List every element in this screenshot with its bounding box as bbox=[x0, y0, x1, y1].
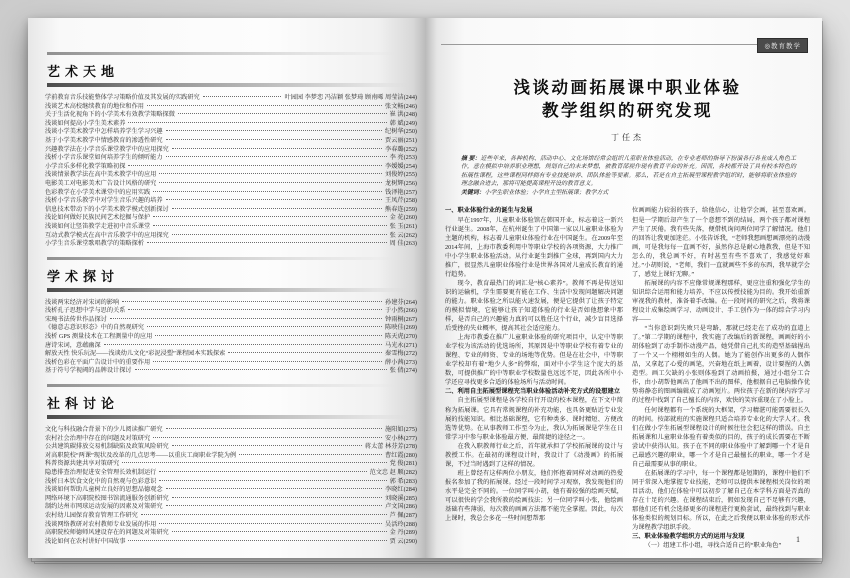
keywords-paragraph bbox=[461, 189, 796, 197]
body-paragraph: “当你意识到失败只是弯路，那就已经走在了成功的直道上了。”第二学期的课程中，我实施了改编后的新课程，画画好的小胡体验到了动手制作动漫产品，她凭借自己扎实的造型基础捏出了一个又一个栩栩如生的人偶。她为了能创作出更多的人偶作品，又拿起了心爱的画笔，兴奋地在纸上画着，设计要捏的人偶造型。画工欠缺的小张则体验到了动画拍摄，通过小组分工合作，由小胡帮他画出了他画不出的图样，他根据自己电脑操作优势将静态的图画编辑成了动画短片。两位孩子在新的课内容学习的过程中找到了自己擅长的内容，欢快的笑容重现在了小脸上。 bbox=[632, 325, 810, 405]
section-rule-top bbox=[47, 257, 415, 260]
toc-entry-title: 公共建筑碳排放交易机制缺陷及政策风险研究 bbox=[45, 443, 169, 451]
toc-entry-title: 农村幼儿园保育教育管理工作研究 bbox=[45, 511, 138, 519]
toc-entry bbox=[45, 469, 417, 478]
toc-entry-title: 制约达州市网球运动发展的因素及对策研究 bbox=[45, 503, 163, 511]
toc-entry-list bbox=[45, 94, 417, 249]
toc-entry-title: 基于小学美术教学中情感教育的渗透性研究 bbox=[45, 136, 163, 144]
dot-leader bbox=[153, 225, 386, 226]
body-paragraph: 拓展课的内容不应像常规课程那样，更应注重和强化学生的知识综合运用和能力培养，不应以传授技能为目的。我开始重新审视我的教材，准备着手改编。在一段时间的研究之后，我将课程设计成集绘画学习、动画设计、手工创作为一体的综合学习内容—— bbox=[632, 279, 810, 324]
toc-entry-author-page: 张 倩(274) bbox=[389, 367, 417, 375]
dot-leader bbox=[178, 113, 387, 114]
toc-entry-author-page: 郭 希(283) bbox=[389, 477, 417, 485]
toc-entry-list bbox=[45, 299, 417, 376]
toc-entry bbox=[45, 478, 417, 487]
toc-entry bbox=[45, 486, 417, 495]
toc-entry-title: 浅析色彩在平面广告设计中的重要作用 bbox=[45, 358, 151, 366]
toc-sections bbox=[45, 58, 417, 546]
toc-entry-title: 浅谈小学美术教学中怎样培养学生学习兴趣 bbox=[45, 128, 163, 136]
section-title: 社科讨论 bbox=[47, 396, 120, 412]
toc-entry-author-page: 党 俊(281) bbox=[389, 460, 417, 468]
toc-entry bbox=[45, 111, 417, 120]
toc-entry-title: 宋琬书法传世作品探讨 bbox=[45, 315, 107, 323]
toc-entry bbox=[45, 94, 417, 103]
article-title-line2: 教学组织的研究发现 bbox=[542, 101, 713, 120]
dot-leader bbox=[172, 208, 382, 209]
dot-leader bbox=[172, 531, 387, 532]
article-body bbox=[445, 206, 810, 550]
dot-leader bbox=[141, 514, 387, 515]
toc-entry-author-page: 张 云(262) bbox=[389, 231, 417, 239]
toc-entry-author-page: 陈天虎(270) bbox=[385, 333, 417, 341]
toc-entry-title: 互动式教学模式在高中音乐教学中的应用探究 bbox=[45, 231, 169, 239]
section-rule-bottom bbox=[47, 415, 415, 419]
toc-entry-author-page: 薛小茜(273) bbox=[385, 358, 417, 366]
body-column-left bbox=[445, 206, 623, 542]
dot-leader bbox=[128, 540, 386, 541]
toc-entry-author-page: 刘俊婷(255) bbox=[385, 171, 417, 179]
dot-leader bbox=[147, 326, 382, 327]
dot-leader bbox=[166, 428, 382, 429]
dot-leader bbox=[166, 130, 382, 131]
toc-entry bbox=[45, 146, 417, 155]
dot-leader bbox=[172, 445, 362, 446]
toc-entry bbox=[45, 503, 417, 512]
toc-entry bbox=[45, 350, 417, 359]
toc-section-header bbox=[47, 390, 415, 419]
dot-leader bbox=[239, 454, 382, 455]
toc-entry-author-page: 王凤芹(258) bbox=[385, 197, 417, 205]
toc-entry-author-page: 芦 佩(287) bbox=[389, 511, 417, 519]
toc-entry bbox=[45, 137, 417, 146]
toc-entry bbox=[45, 189, 417, 198]
body-paragraph: （一）组建工作小组，寻找合适自己的“职业角色” bbox=[644, 542, 782, 550]
body-column-right bbox=[632, 206, 810, 550]
article-title bbox=[445, 76, 810, 122]
open-journal-spread bbox=[28, 18, 822, 558]
body-section-heading: 三、职业体验教学组织方式的运用与发现 bbox=[632, 533, 745, 541]
toc-entry bbox=[45, 307, 417, 316]
body-paragraph: 自主拓展型课程是各学校自行开设的校本课程，在下文中简称为拓展课。它具有常规课程的补充功能，也具备更贴近专业发展的技能知识。相比基础课程，它有种类多、课时精短、方便改选等优势。在从事教师工作至今为止，我认为拓展课是学生在日常学习中参与职业体验最方便、最简捷的途径之一。 bbox=[445, 397, 623, 441]
toc-entry bbox=[45, 538, 417, 547]
toc-entry bbox=[45, 367, 417, 376]
toc-entry-title: 浅谈艺术高校继续教育的地位和作用 bbox=[45, 102, 144, 110]
toc-entry bbox=[45, 171, 417, 180]
toc-entry-title: 高职院校师德师风建设存在的问题及对策研究 bbox=[45, 529, 169, 537]
dot-leader bbox=[159, 480, 386, 481]
toc-entry-author-page: 龙树辉(256) bbox=[385, 179, 417, 187]
toc-entry bbox=[45, 103, 417, 112]
toc-entry-author-page: 施阳如(275) bbox=[385, 426, 417, 434]
toc-entry-title: 隐患排查治理促进安全管理长效机制运行 bbox=[45, 469, 157, 476]
keywords-label: 关键词： bbox=[461, 190, 485, 197]
dot-leader bbox=[166, 156, 387, 157]
toc-entry-title: 唐诗宋词，意蕴幽深 bbox=[45, 341, 101, 349]
body-paragraph: 现今，教育最热门的词汇是“核心素养”。教师不再是传送知识的运输机，学生需要更有能在工作、生活中发现问题解决问题的能力。职业体验之所以能火速发展，便是它提供了让孩子特定的模拟情境，它能够让孩子知道体验的行业是否如他想象中那样，是否自己的兴趣能力真的可以胜任这个行业，减少盲目选择后受挫的失业概率，提高其社会适应能力。 bbox=[445, 279, 623, 333]
dot-leader bbox=[172, 497, 382, 498]
toc-entry bbox=[45, 214, 417, 223]
toc-entry-author-page: 李晓红(284) bbox=[385, 486, 417, 494]
toc-entry-author-page: 刘晓溪(285) bbox=[385, 494, 417, 502]
toc-section-header bbox=[47, 58, 415, 87]
toc-entry-author-page: 李 亮(253) bbox=[389, 154, 417, 162]
toc-entry-author-page: 贾云丽(251) bbox=[385, 136, 417, 144]
toc-section-header bbox=[47, 263, 415, 292]
toc-entry-title: 科普资源共建共享对策研究 bbox=[45, 460, 120, 468]
dot-leader bbox=[110, 318, 382, 319]
body-section-heading: 二、利用自主拓展型课程充当职业体验活动补充方式的设想建立 bbox=[445, 388, 620, 396]
toc-entry bbox=[45, 299, 417, 308]
dot-leader bbox=[135, 369, 387, 370]
toc-entry-title: 基于符号学视阈的品牌设计探讨 bbox=[45, 367, 132, 375]
toc-entry bbox=[45, 342, 417, 351]
dot-leader bbox=[166, 505, 382, 506]
toc-entry-author-page: 熊春连(259) bbox=[385, 205, 417, 213]
dot-leader bbox=[159, 182, 382, 183]
page-number: 1 bbox=[796, 535, 800, 544]
toc-entry-author-page: 周 佳(263) bbox=[389, 240, 417, 248]
dot-leader bbox=[172, 148, 382, 149]
toc-entry-author-page: 吴活玲(288) bbox=[385, 520, 417, 528]
body-paragraph: 在我入职教师行业之后，首年就承担了学校拓展课的设计与教授工作。在最初的课程设计时，我设计了《动漫画》的拓展课，不过当时遇到了这样的情况。 bbox=[445, 442, 623, 468]
toc-entry-author-page: 秦雪梅(272) bbox=[385, 350, 417, 358]
toc-entry-title: 浅析日本饮食文化中的自然观与色彩意识 bbox=[45, 477, 157, 485]
toc-entry-title: 浅论如何做好民族民间艺术挖掘与保护 bbox=[45, 214, 151, 222]
dot-leader bbox=[153, 437, 382, 438]
toc-entry-author-page: 崔 洪(248) bbox=[389, 111, 417, 119]
toc-entry-title: 浅谈如何让竖笛教学走进初中音乐课堂 bbox=[45, 222, 151, 230]
toc-entry-title: 关于生活化视角下的小学美术有效教学策略探微 bbox=[45, 111, 175, 119]
toc-entry-author-page: 卢文国(286) bbox=[385, 503, 417, 511]
toc-entry-title: 农村社会治理中存在的问题及对策研究 bbox=[45, 434, 151, 442]
toc-entry-author-page: 张文畅(246) bbox=[385, 102, 417, 110]
abstract-label: 摘 要： bbox=[461, 156, 481, 162]
toc-entry-title: 浅析小学音乐教学中对学生音乐兴趣的培养 bbox=[45, 197, 163, 205]
dot-leader bbox=[122, 462, 386, 463]
dot-leader bbox=[228, 352, 382, 353]
article-page bbox=[425, 18, 822, 558]
dot-leader bbox=[166, 139, 382, 140]
toc-entry-title: 浅析 GPS 测量技术在工程测量中的应用 bbox=[45, 333, 153, 341]
dot-leader bbox=[147, 105, 382, 106]
category-badge: ◎教育教学 bbox=[757, 38, 808, 53]
body-paragraph: 位画画能力较弱的孩子，给他信心，让他学会画，甚至喜欢画。但是一学期后却产生了一个意想不到的结局，两个孩子都对课程产生了厌倦。我有些失落，便借机询问两位同学了解情况。他们的回答让我更加迷茫。小张告诉我，“老师我想画想画漂亮的动漫画，可是我每每一直画不好，虽然你总是耐心地教我，但是不知怎么的，我总画不好，有时甚至有些不喜欢了，我感觉好难过。”小胡则说，“老师，我们一直就画些不多的东西，我早就学会了，感觉上课好无聊。” bbox=[632, 207, 810, 278]
dot-leader bbox=[159, 173, 382, 174]
toc-entry-title: 解放天性 快乐玩泥——浅谈幼儿文化“彩泥浸塑”课程园本实践探索 bbox=[45, 350, 226, 358]
toc-entry-author-page: 金 花(260) bbox=[389, 214, 417, 222]
dot-leader bbox=[104, 344, 382, 345]
toc-page bbox=[28, 18, 425, 558]
toc-entry bbox=[45, 232, 417, 241]
body-section-heading: 一、职业体验行业的诞生与发展 bbox=[445, 207, 533, 215]
toc-entry-title: 《德意志意识形态》中的自然观研究 bbox=[45, 324, 144, 332]
article-title-line1: 浅谈动画拓展课中职业体验 bbox=[513, 78, 742, 97]
toc-entry bbox=[45, 324, 417, 333]
toc-entry bbox=[45, 128, 417, 137]
dot-leader bbox=[155, 335, 382, 336]
toc-entry-title: 浅谈如何帮助儿童树立良好的思想品德观念 bbox=[45, 486, 163, 494]
toc-entry-title: 浅谈两宋经济对宋词的影响 bbox=[45, 298, 120, 306]
dot-leader bbox=[128, 165, 382, 166]
toc-entry-title: 信息技术带动下的小学美术教学模式创新探讨 bbox=[45, 205, 169, 213]
toc-entry-author-page: 蒋太蕾 林芬芳(278) bbox=[364, 443, 417, 451]
header-rule bbox=[441, 44, 808, 45]
toc-entry-author-page: 钱泽艳(257) bbox=[385, 188, 417, 196]
toc-entry bbox=[45, 240, 417, 249]
toc-entry-title: 小学音乐多样化教学策略初探 bbox=[45, 162, 126, 170]
toc-entry-title: 色彩教学在小学美术课堂中的应用实践 bbox=[45, 188, 151, 196]
dot-leader bbox=[128, 309, 382, 310]
dot-leader bbox=[159, 471, 366, 472]
section-rule-bottom bbox=[47, 83, 415, 87]
toc-entry-list bbox=[45, 426, 417, 546]
body-paragraph: 班上曾经有这样两位小朋友，他们怀抱着同样对动画的热爱报名参加了我的拓展课。经过一段时间学习观察，我发现他们的水平是完全不同的。一位同学叫小胡，她有着较强的绘画天赋，可以很快的学会我所教的绘画技法；另一位同学叫小张，他绘画基础有些薄弱，每次教的画画方法都不能完全掌握。因此，每次上课时，我总会多花一些时间想帮那 bbox=[445, 469, 623, 523]
toc-entry-title: 浅谈如何提高小学生美术素养 bbox=[45, 119, 126, 127]
abstract-text: 近些年来，各种机构、活动中心、文化场馆经常会组织儿童职业体验活动，在专业老师的指导下扮演各行各业成人角色工作，意在模拟中培养职业理想，规划自己的未来梦想，被教育部视作现有教育平台的补充。因而，各校都开设了具有校本特色的拓展性课程，这些课程同样拥有专业技能培养、团队体验等要素。那么，若是在自主拓展型课程教学组织时，能够将职业体验的理念融合进去，那将可能提高课程开设的教育意义。 bbox=[461, 156, 796, 187]
toc-entry bbox=[45, 435, 417, 444]
toc-entry-title: 浅论如何在农村讲好中国故事 bbox=[45, 537, 126, 545]
section-rule-top bbox=[47, 384, 415, 387]
dot-leader bbox=[153, 361, 382, 362]
abstract-paragraph bbox=[461, 155, 796, 188]
dot-leader bbox=[128, 122, 386, 123]
toc-entry-author-page: 马光永(271) bbox=[385, 341, 417, 349]
toc-entry-author-page: 贾 云(290) bbox=[389, 537, 417, 545]
dot-leader bbox=[166, 199, 382, 200]
toc-entry bbox=[45, 529, 417, 538]
toc-entry bbox=[45, 521, 417, 530]
toc-entry-title: 兴趣教学法在小学音乐课堂教学中的应用探究 bbox=[45, 145, 169, 153]
body-paragraph: 在拓展课的学习中，每一个课程都是短期的，课程中他们不同于常深入地掌握专业技能，老师可以提供本课程相关岗位的项目活动，他们在体验中可以初步了解自己在本学科方面是否真的存在十足的兴趣。在课程结束后，假如发现自己不足够有兴趣，那他们还有机会选择更多的课程进行更换尝试，最终找到与职业体验类似的规划目标。所以，在此之后我便以职业体验的形式作为课程教学组织手段。 bbox=[632, 469, 810, 532]
dot-leader bbox=[153, 216, 386, 217]
toc-entry bbox=[45, 443, 417, 452]
toc-entry-title: 网络环境下高职院校图书馆流通服务创新研究 bbox=[45, 494, 169, 502]
toc-entry-title: 浅谈情景教学法在高中美术教学中的应用 bbox=[45, 171, 157, 179]
dot-leader bbox=[153, 191, 382, 192]
toc-entry-title: 学前教育音乐技能整体学习策略价值及其发展的实践研究 bbox=[45, 94, 200, 101]
section-rule-top bbox=[47, 52, 415, 55]
toc-entry-author-page: 叶园园 李梦恋 冯洁颖 张梦琦 顾南晞 周莹洁(244) bbox=[284, 94, 417, 101]
keywords-text: 小学生职业体验；小学自主型拓展课；教学方式 bbox=[484, 190, 609, 197]
toc-entry-author-page: 李春璐(252) bbox=[385, 145, 417, 153]
toc-entry-title: 浅析孔子思想中学与思的关系 bbox=[45, 307, 126, 315]
toc-entry bbox=[45, 197, 417, 206]
toc-entry-author-page: 李媛媛(254) bbox=[385, 162, 417, 170]
body-paragraph: 任何课程都有一个系统的大框架，学习精湛可能需要很长久的时间。按部就班的实施课程只适合培养专业化的大学人才。我们在做小学生拓展型课程设计的时候往往会犯这样的错误。自主拓展课和儿童职业体验有着类似的目的，孩子的成长需要在不断尝试中获得认知。孩子在不同的职业体验中了解到哪一个才是自己最感兴趣的职业，哪一个才是自己最擅长的职业，哪一个才是自己最需要从事的职业。 bbox=[632, 406, 810, 468]
abstract-block bbox=[461, 155, 796, 197]
section-title: 学术探讨 bbox=[47, 268, 120, 284]
toc-entry-author-page: 金 丹(289) bbox=[389, 529, 417, 537]
toc-entry-author-page: 钟雨桐(267) bbox=[385, 315, 417, 323]
dot-leader bbox=[159, 523, 382, 524]
toc-entry-author-page: 韩 斌(249) bbox=[389, 119, 417, 127]
dot-leader bbox=[122, 301, 382, 302]
toc-entry bbox=[45, 154, 417, 163]
toc-entry bbox=[45, 512, 417, 521]
toc-entry-title: 对高职院校“两课”现状及改革的几点思考——以重庆工商职业学院为例 bbox=[45, 451, 237, 459]
toc-entry-title: 小学生音乐课堂歌唱教学的策略探析 bbox=[45, 240, 144, 248]
body-paragraph: 上海市教委在推广儿童职业体验的研究项目中，认定中等职业学校为该活动的优选场所，其原因是中等职业学校有着专业的课程、专业的师资、专业的场地等优势。但是在社会中，中等职业学校却有着“地少人多”的弊端，面对中小学生这个庞大的基数，可提供推广的中等职业学校数量也远远不足，因此各所中小学还应寻找更多合适的体验场所与活动时间。 bbox=[445, 334, 623, 387]
section-title: 艺术天地 bbox=[47, 64, 120, 79]
toc-entry bbox=[45, 223, 417, 232]
toc-entry-title: 浅谈网络教研对农村教师专业发展的作用 bbox=[45, 520, 157, 528]
toc-entry-author-page: 于小然(266) bbox=[385, 307, 417, 315]
toc-entry-author-page: 安小林(277) bbox=[385, 434, 417, 442]
toc-entry-author-page: 张 玉(261) bbox=[389, 222, 417, 230]
toc-entry bbox=[45, 460, 417, 469]
article-author: 丁任杰 bbox=[611, 133, 644, 142]
toc-entry-title: 文化与科技融合背景下的少儿阅读推广研究 bbox=[45, 426, 163, 434]
toc-entry-title: 浅析小学音乐课堂如何培养学生的倾听能力 bbox=[45, 154, 163, 162]
toc-entry-author-page: 范文忠 赵 顺(282) bbox=[369, 469, 417, 476]
dot-leader bbox=[147, 242, 387, 243]
toc-entry-author-page: 纪树华(250) bbox=[385, 128, 417, 136]
dot-leader bbox=[203, 96, 282, 97]
dot-leader bbox=[172, 234, 387, 235]
toc-entry-author-page: 曹红霞(280) bbox=[385, 451, 417, 459]
section-rule-bottom bbox=[47, 288, 415, 292]
toc-entry-title: 电影美工对电影美术广告设计风格的研究 bbox=[45, 179, 157, 187]
toc-entry bbox=[45, 426, 417, 435]
toc-entry-author-page: 孙建芬(264) bbox=[385, 298, 417, 306]
toc-entry bbox=[45, 180, 417, 189]
dot-leader bbox=[166, 488, 382, 489]
toc-entry bbox=[45, 333, 417, 342]
toc-entry-author-page: 陈映佳(269) bbox=[385, 324, 417, 332]
body-paragraph: 早在1997年，儿童职业体验馆在韩国开业，标志着这一新兴行业诞生。2008年，在杭州诞生了中国第一家以儿童职业体验为主题的机构，标志着儿童职业体验行业在中国诞生。在2009年至2014年间，上海市教委利用中等职业学校的各项资源，大力推广中小学生职业体验活动。从行业诞生到推广全球，再到国内大力推广，很显然儿童职业体验行业是世界各国对儿童成长教育的通行趋势。 bbox=[445, 216, 623, 278]
